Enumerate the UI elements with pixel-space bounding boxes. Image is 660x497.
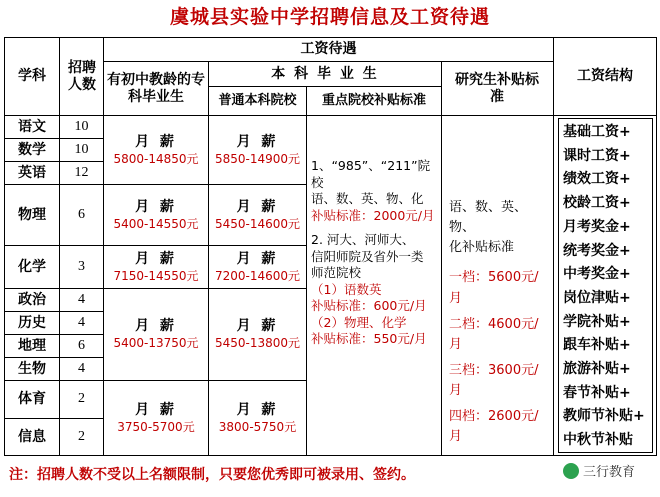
count-cell: 6 [78,337,85,353]
header-bachelor-group: 本 科 毕 业 生 [271,65,379,82]
pay-range: 3750-5700元 [117,419,195,434]
count-cell: 4 [78,314,85,330]
page-title: 虞城县实验中学招聘信息及工资待遇 [169,6,490,28]
subject-cell: 历史 [18,314,46,331]
pay-range: 7200-14600元 [214,268,301,283]
subject-cell: 语文 [18,118,46,135]
subject-cell: 数学 [18,141,46,158]
structure-item: 课时工资+ [563,147,631,164]
header-regular-college: 普通本科院校 [218,92,297,108]
watermark-text: 三行教育 [583,465,636,480]
graduate-tier: 四档：2600元/月 [449,409,539,445]
pay-cell-regular [209,381,306,455]
count-cell: 2 [78,391,85,407]
structure-item: 绩效工资+ [563,171,631,188]
pay-range: 3800-5750元 [218,419,297,434]
graduate-tier: 二档：4600元/月 [449,316,539,352]
count-cell: 10 [74,141,89,157]
pay-label: 月 薪 [135,401,177,418]
pay-cell-regular [209,246,306,288]
watermark [563,461,635,480]
pay-cell-junior [104,116,208,184]
pay-cell-junior [104,185,208,245]
key-school-line: 2. 河大、河师大、 [311,232,415,247]
count-cell: 2 [78,428,85,444]
footer-note: 注：招聘人数不受以上名额限制，只要您优秀即可被录用、签约。 [9,467,415,483]
key-school-line: （1）语数英 [311,281,382,297]
subject-cell: 英语 [18,164,46,181]
count-cell: 6 [78,206,85,222]
pay-cell-junior [104,246,208,288]
pay-cell-junior [104,381,208,455]
header-count: 招聘人数 [68,60,96,93]
structure-item: 学院补贴+ [563,313,631,330]
pay-range: 5800-14850元 [113,151,199,166]
pay-label: 月 薪 [135,133,177,150]
count-cell: 4 [78,291,85,307]
pay-range: 5400-14550元 [113,216,199,231]
key-school-line: 信阳师院及省外一类 [311,248,424,264]
graduate-tier: 三档：3600元/月 [449,362,539,399]
pay-label: 月 薪 [135,318,177,335]
graduate-line: 化补贴标准 [449,240,515,256]
structure-item: 月考奖金+ [563,218,631,235]
structure-item: 中秋节补贴 [563,432,633,449]
pay-label: 月 薪 [135,250,177,267]
header-subject: 学科 [18,68,46,85]
pay-label: 月 薪 [236,250,279,267]
structure-item: 岗位津贴+ [563,289,631,306]
graduate-tier: 一档：5600元/月 [449,270,539,306]
count-cell: 4 [78,360,85,376]
graduate-subsidy [449,198,549,448]
subject-cell: 体育 [18,391,46,408]
key-school-line: （2）物理、化学 [311,314,407,330]
key-school-line: 师范院校 [311,265,362,280]
subject-cell: 信息 [18,428,46,445]
header-graduate: 研究生补贴标准 [455,72,539,105]
pay-label: 月 薪 [236,401,279,418]
key-school-subsidy [311,158,439,348]
pay-range: 5850-14900元 [214,151,301,166]
pay-cell-junior [104,289,208,380]
key-school-rate: 补贴标准：550元/月 [311,331,427,346]
key-school-line: 1、“985”、“211”院校 [311,158,431,190]
graduate-line: 语、数、英、物、 [449,200,528,236]
structure-item: 校龄工资+ [563,195,631,212]
structure-item: 旅游补贴+ [563,361,631,378]
structure-item: 统考奖金+ [563,242,631,259]
pay-cell-regular [209,116,306,184]
pay-range: 5450-13800元 [214,336,301,351]
pay-label: 月 薪 [135,198,177,215]
subject-cell: 地理 [18,337,46,354]
pay-range: 5450-14600元 [214,216,301,231]
count-cell: 12 [74,164,89,180]
pay-label: 月 薪 [236,133,279,150]
structure-item: 教师节补贴+ [563,408,645,425]
pay-label: 月 薪 [236,198,279,215]
subject-cell: 化学 [18,258,46,275]
salary-structure-list [563,121,655,453]
header-key-college: 重点院校补贴标准 [321,92,426,108]
header-junior-college: 有初中教龄的专科毕业生 [107,72,205,105]
structure-item: 中考奖金+ [563,266,631,283]
pay-range: 7150-14550元 [113,268,199,283]
structure-item: 跟车补贴+ [563,337,631,354]
pay-cell-regular [209,185,306,245]
subject-cell: 物理 [18,206,46,223]
pay-cell-regular [209,289,306,380]
count-cell: 3 [78,258,85,274]
wechat-logo-icon [563,463,579,479]
key-school-rate: 补贴标准：2000元/月 [311,207,435,223]
header-structure: 工资结构 [577,68,633,85]
key-school-line: 语、数、英、物、化 [311,191,424,206]
structure-item: 基础工资+ [563,124,631,140]
count-cell: 10 [74,118,89,134]
subject-cell: 生物 [18,360,46,377]
pay-label: 月 薪 [236,318,279,335]
structure-item: 春节补贴+ [563,384,631,401]
subject-cell: 政治 [18,291,46,308]
key-school-rate: 补贴标准：600元/月 [311,298,427,313]
pay-range: 5400-13750元 [113,336,199,351]
header-salary-group: 工资待遇 [300,41,357,58]
